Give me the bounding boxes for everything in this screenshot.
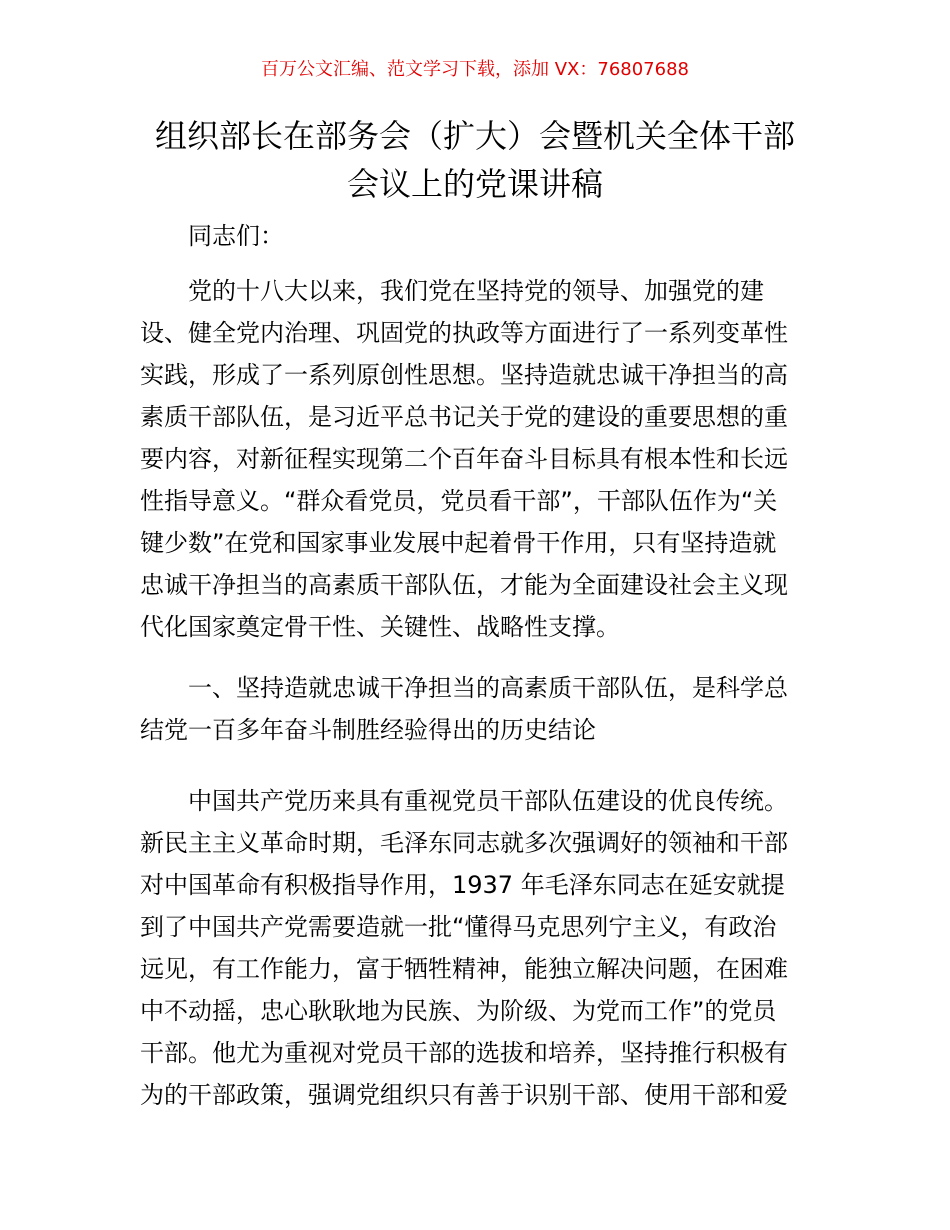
- paragraph-line: 干部。他尤为重视对党员干部的选拔和培养，坚持推行积极有: [140, 1039, 788, 1067]
- paragraph-line: 远见，有工作能力，富于牺牲精神，能独立解决问题，在困难: [140, 955, 788, 983]
- paragraph-line: 忠诚干净担当的高素质干部队伍，才能为全面建设社会主义现: [140, 571, 788, 599]
- paragraph-line: 为的干部政策，强调党组织只有善于识别干部、使用干部和爱: [140, 1081, 788, 1109]
- paragraph-line: 要内容，对新征程实现第二个百年奋斗目标具有根本性和长远: [140, 445, 788, 473]
- paragraph-line: 素质干部队伍，是习近平总书记关于党的建设的重要思想的重: [140, 403, 788, 431]
- paragraph-line: 中国共产党历来具有重视党员干部队伍建设的优良传统。: [188, 787, 788, 815]
- paragraph-line: 对中国革命有积极指导作用，1937 年毛泽东同志在延安就提: [140, 871, 785, 899]
- paragraph-line: 代化国家奠定骨干性、关键性、战略性支撑。: [140, 613, 620, 641]
- title-line-2: 会议上的党课讲稿: [346, 165, 603, 203]
- salutation: [140, 215, 812, 257]
- paragraph-line: 设、健全党内治理、巩固党的执政等方面进行了一系列变革性: [140, 319, 788, 347]
- document-title: [100, 112, 850, 208]
- paragraph-1: [140, 270, 812, 648]
- paragraph-line: 到了中国共产党需要造就一批“懂得马克思列宁主义，有政治: [140, 913, 777, 941]
- paragraph-line: 新民主主义革命时期，毛泽东同志就多次强调好的领袖和干部: [140, 829, 788, 857]
- salutation-text: 同志们：: [188, 222, 284, 250]
- paragraph-line: 中不动摇，忠心耿耿地为民族、为阶级、为党而工作”的党员: [140, 997, 777, 1025]
- paragraph-line: 键少数”在党和国家事业发展中起着骨干作用，只有坚持造就: [140, 529, 777, 557]
- section-1-heading: [140, 667, 812, 751]
- header-watermark-note: 百万公文汇编、范文学习下载，添加 VX：76807688: [261, 59, 689, 80]
- heading-line: 一、坚持造就忠诚干净担当的高素质干部队伍，是科学总: [188, 674, 788, 702]
- paragraph-line: 性指导意义。“群众看党员，党员看干部”，干部队伍作为“关: [140, 487, 778, 515]
- paragraph-2: [140, 780, 812, 1116]
- title-line-1: 组织部长在部务会（扩大）会暨机关全体干部: [154, 117, 795, 155]
- heading-line: 结党一百多年奋斗制胜经验得出的历史结论: [140, 716, 596, 744]
- paragraph-line: 党的十八大以来，我们党在坚持党的领导、加强党的建: [188, 277, 764, 305]
- paragraph-line: 实践，形成了一系列原创性思想。坚持造就忠诚干净担当的高: [140, 361, 788, 389]
